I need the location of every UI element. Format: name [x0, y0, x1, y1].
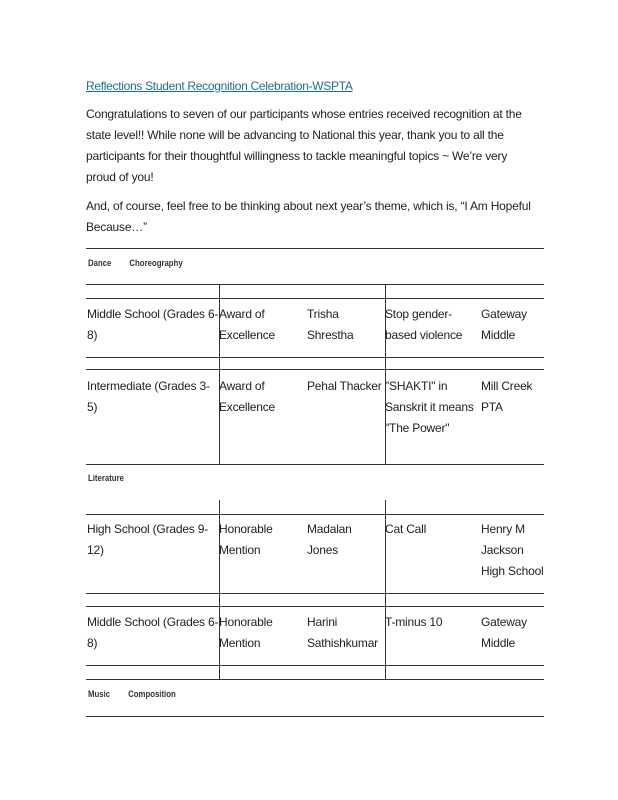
section-header-music: [88, 689, 194, 700]
table-rule: [86, 284, 544, 285]
school-cell: Gateway Middle: [481, 307, 527, 342]
section-name: Dance: [88, 258, 112, 269]
intro-paragraph: Congratulations to seven of our participants whose entries received recognition at the state level!! While none will be advancing to National this year, thank you to all the participants for their thoughtful willingness to tackle meaningful topics ~ We’re very proud of you!: [86, 107, 522, 184]
table-rule: [86, 679, 544, 680]
entry-title-cell: "SHAKTI" in Sanskrit it means "The Power": [385, 379, 474, 435]
division-cell: High School (Grades 9-12): [87, 522, 208, 557]
table-rule: [86, 716, 544, 717]
student-cell: Madalan Jones: [307, 522, 352, 557]
student-cell: Pehal Thacker: [307, 379, 382, 393]
theme-paragraph: And, of course, feel free to be thinking about next year’s theme, which is, “I Am Hopeful Because…”: [86, 199, 531, 234]
section-name: Literature: [88, 473, 124, 484]
table-rule: [86, 514, 544, 515]
table-rule: [86, 369, 544, 370]
section-header-dance: [88, 258, 201, 269]
division-cell: Middle School (Grades 6-8): [87, 615, 219, 650]
student-cell: Harini Sathishkumar: [307, 615, 378, 650]
award-cell: Award of Excellence: [219, 379, 276, 414]
section-name: Music: [88, 689, 111, 700]
division-cell: Middle School (Grades 6-8): [87, 307, 219, 342]
table-rule: [86, 248, 544, 249]
entry-title-cell: Stop gender-based violence: [385, 307, 463, 342]
student-cell: Trisha Shrestha: [307, 307, 354, 342]
section-category: Choreography: [129, 258, 183, 269]
entry-title-cell: Cat Call: [385, 522, 427, 536]
table-rule: [86, 298, 544, 299]
table-rule: [86, 357, 544, 358]
school-cell: Mill Creek PTA: [481, 379, 533, 414]
school-cell: Gateway Middle: [481, 615, 527, 650]
entry-title-cell: T-minus 10: [385, 615, 443, 629]
award-cell: Honorable Mention: [219, 615, 273, 650]
table-rule: [86, 665, 544, 666]
table-rule: [86, 606, 544, 607]
school-cell: Henry M Jackson High School: [481, 522, 544, 578]
award-cell: Honorable Mention: [219, 522, 273, 557]
table-rule: [86, 593, 544, 594]
section-category: Composition: [128, 689, 176, 700]
section-header-literature: [88, 473, 160, 484]
division-cell: Intermediate (Grades 3-5): [87, 379, 210, 414]
document-title[interactable]: Reflections Student Recognition Celebration-WSPTA: [86, 79, 353, 93]
table-rule: [86, 464, 544, 465]
award-cell: Award of Excellence: [219, 307, 276, 342]
